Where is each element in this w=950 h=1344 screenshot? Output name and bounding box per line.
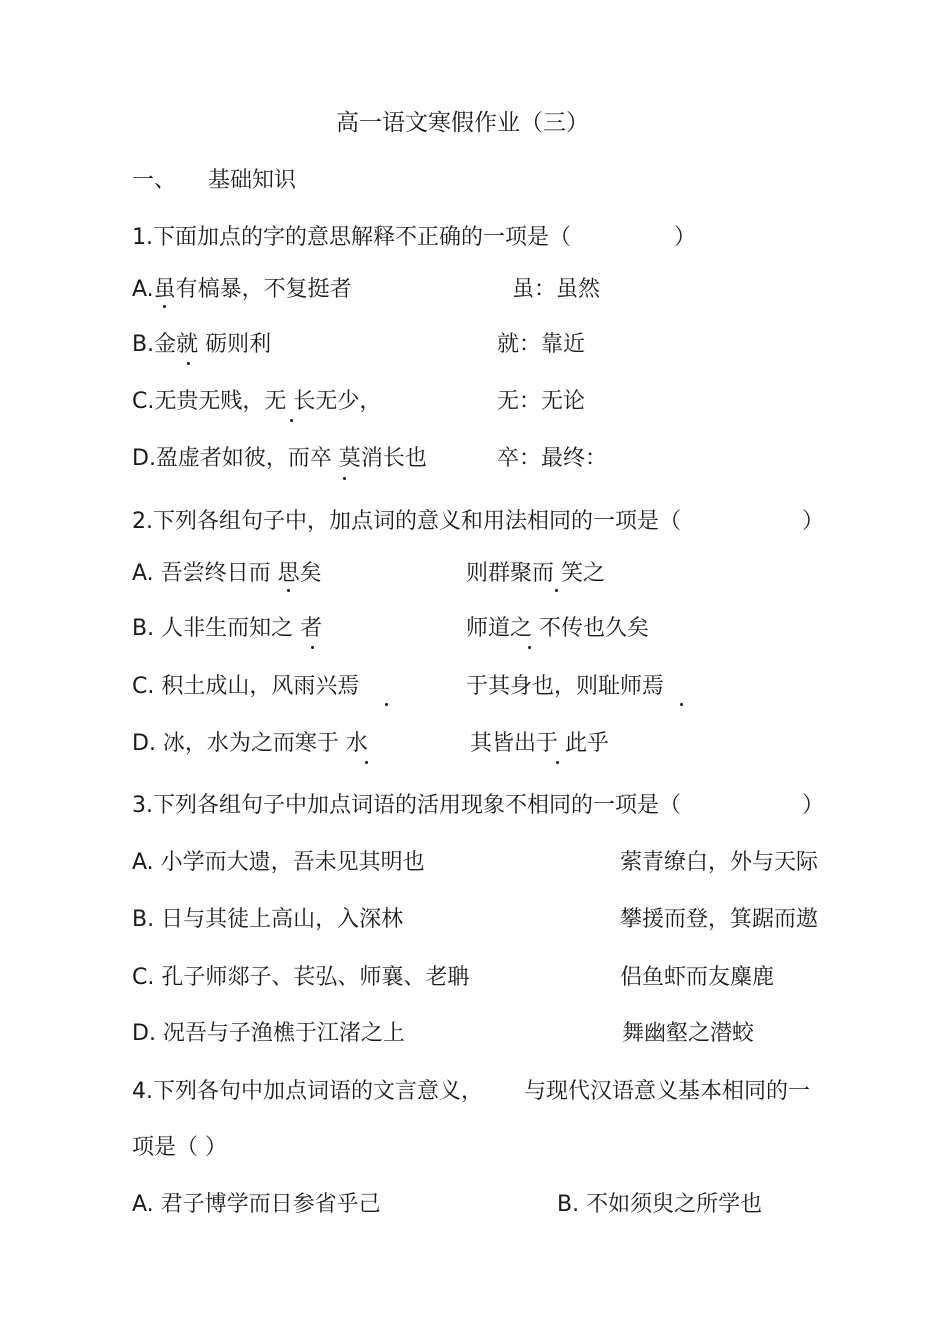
q4-option-a: A. 君子博学而日参省乎己: [132, 1192, 381, 1217]
q2-option-a-pair: 则群聚而 笑之: [466, 561, 605, 586]
q2-option-d: D. 冰，水为之而寒于 水: [132, 731, 368, 756]
emphasis-dot: [365, 761, 368, 764]
question-2-stem: 2.下列各组句子中，加点词的意义和用法相同的一项是（: [132, 509, 681, 534]
q1-option-a: A.虽有槁暴，不复挺者: [132, 277, 352, 302]
emphasis-dot: [311, 646, 314, 649]
question-2-answer-bracket: ）: [802, 509, 825, 534]
q2-option-d-pair: 其皆出于 此乎: [470, 731, 609, 756]
question-1-stem: 1.下面加点的字的意思解释不正确的一项是（: [132, 225, 571, 250]
emphasis-dot: [163, 305, 166, 308]
q2-option-c-pair: 于其身也，则耻师焉: [466, 674, 665, 699]
emphasis-dot: [556, 761, 559, 764]
q2-option-a: A. 吾尝终日而 思矣: [132, 561, 322, 586]
question-1-answer-bracket: ）: [674, 225, 697, 250]
question-3-answer-bracket: ）: [802, 793, 825, 818]
q3-option-a-pair: 萦青缭白，外与天际: [620, 850, 819, 875]
emphasis-dot: [290, 419, 293, 422]
emphasis-dot: [287, 589, 290, 592]
q3-option-a: A. 小学而大遗，吾未见其明也: [132, 850, 425, 875]
q3-option-d: D. 况吾与子渔樵于江渚之上: [132, 1021, 405, 1046]
q1-option-d-gloss: 卒：最终：: [497, 446, 608, 471]
q1-option-b-gloss: 就：靠近: [497, 332, 586, 357]
q1-option-a-gloss: 虽：虽然: [512, 277, 601, 302]
q2-option-b-pair: 师道之 不传也久矣: [466, 616, 649, 641]
question-4-stem-line-1a: 4.下列各句中加点词语的文言意义，: [132, 1079, 483, 1104]
q1-option-d: D.盈虚者如彼，而卒 莫消长也: [132, 446, 427, 471]
emphasis-dot: [187, 362, 190, 365]
question-4-stem-line-2: 项是（ ）: [132, 1135, 227, 1160]
page-title: 高一语文寒假作业（三）: [336, 110, 589, 136]
q3-option-d-pair: 舞幽壑之潜蛟: [622, 1021, 755, 1046]
q2-option-c: C. 积土成山，风雨兴焉: [132, 674, 360, 699]
q1-option-b: B.金就 砺则利: [132, 332, 272, 357]
emphasis-dot: [343, 477, 346, 480]
q3-option-b: B. 日与其徒上高山，入深林: [132, 907, 404, 932]
q3-option-c: C. 孔子师郯子、苌弘、师襄、老聃: [132, 965, 470, 990]
emphasis-dot: [528, 646, 531, 649]
emphasis-dot: [385, 703, 388, 706]
emphasis-dot: [555, 589, 558, 592]
q2-option-b: B. 人非生而知之 者: [132, 616, 323, 641]
question-4-stem-line-1b: 与现代汉语意义基本相同的一: [524, 1079, 811, 1104]
section-number: 一、: [132, 168, 177, 193]
section-heading: 基础知识: [208, 168, 297, 193]
q4-option-b: B. 不如须臾之所学也: [557, 1192, 763, 1217]
q3-option-c-pair: 侣鱼虾而友麋鹿: [620, 965, 775, 990]
q1-option-c-gloss: 无：无论: [497, 389, 586, 414]
q1-option-c: C.无贵无贱，无 长无少，: [132, 389, 382, 414]
emphasis-dot: [680, 703, 683, 706]
question-3-stem: 3.下列各组句子中加点词语的活用现象不相同的一项是（: [132, 793, 681, 818]
q3-option-b-pair: 攀援而登，箕踞而遨: [620, 907, 819, 932]
